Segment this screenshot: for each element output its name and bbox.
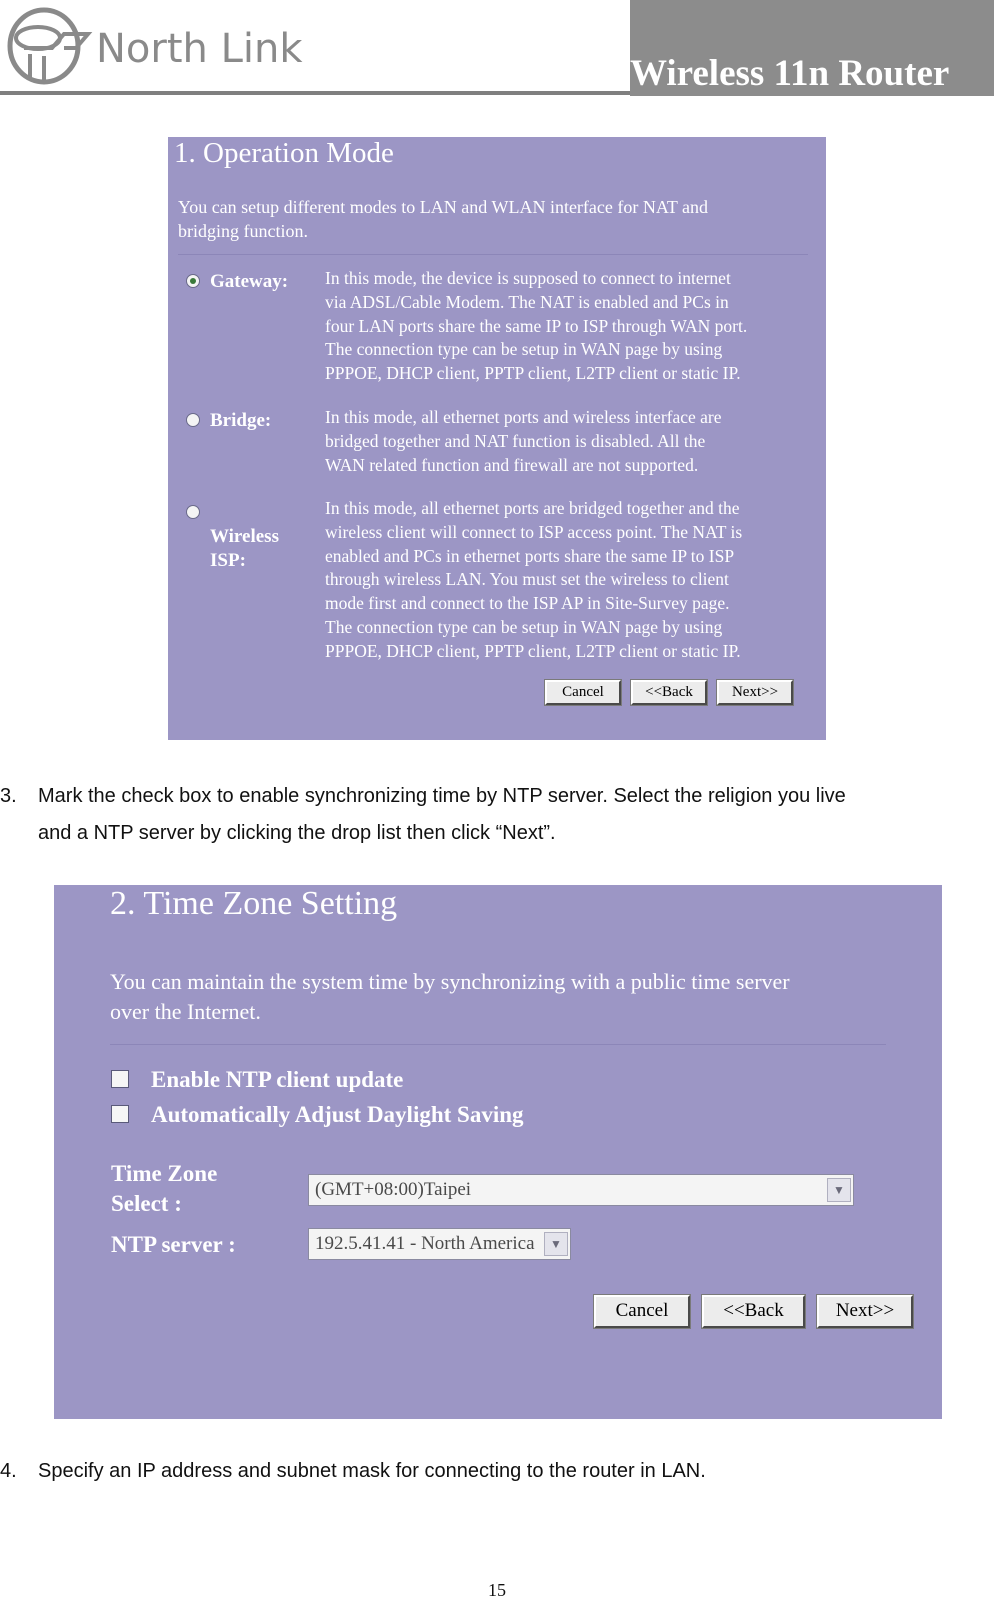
section-divider xyxy=(110,1044,886,1045)
cancel-button[interactable]: Cancel xyxy=(545,680,621,705)
wireless-isp-label xyxy=(210,501,279,597)
enable-ntp-label: Enable NTP client update xyxy=(151,1067,404,1092)
step-4-number: 4. xyxy=(0,1460,17,1482)
header-rule xyxy=(0,91,630,95)
chevron-down-icon[interactable]: ▼ xyxy=(544,1232,568,1256)
daylight-saving-label: Automatically Adjust Daylight Saving xyxy=(151,1102,524,1127)
operation-mode-description: You can setup different modes to LAN and WLAN interface for NAT and bridging function. xyxy=(178,197,709,241)
step-3-number: 3. xyxy=(0,785,17,807)
chevron-down-icon[interactable]: ▼ xyxy=(827,1178,851,1202)
document-title: Wireless 11n Router xyxy=(630,53,950,94)
page-header xyxy=(0,0,994,96)
bridge-label: Bridge: xyxy=(210,410,272,431)
enable-ntp-checkbox[interactable] xyxy=(111,1070,129,1088)
bridge-radio[interactable] xyxy=(186,413,200,427)
cancel-button[interactable]: Cancel xyxy=(594,1295,690,1328)
ntp-server-label: NTP server : xyxy=(111,1232,236,1257)
page-number: 15 xyxy=(488,1580,506,1600)
section-divider xyxy=(178,254,808,255)
gateway-description: In this mode, the device is supposed to connect to internet via ADSL/Cable Modem. The NAT is enabled and PCs in four LAN ports share the same IP to ISP through WAN port. The connection type can be setup in WAN page by using PPPOE, DHCP client, PPTP client, L2TP client or static IP. xyxy=(325,268,748,384)
wireless-isp-label-text: Wireless ISP: xyxy=(210,526,279,571)
time-zone-select-value: (GMT+08:00)Taipei xyxy=(315,1179,472,1200)
step-4-text: Specify an IP address and subnet mask for connecting to the router in LAN. xyxy=(38,1460,706,1482)
ntp-server-select-value: 192.5.41.41 - North America xyxy=(315,1233,535,1254)
operation-mode-title: 1. Operation Mode xyxy=(174,137,394,169)
step-4 xyxy=(0,1453,994,1493)
back-button[interactable]: <<Back xyxy=(631,680,707,705)
next-button[interactable]: Next>> xyxy=(817,1295,913,1328)
time-zone-title: 2. Time Zone Setting xyxy=(110,885,398,922)
operation-mode-panel xyxy=(168,137,826,740)
step-3-text: Mark the check box to enable synchronizing time by NTP server. Select the religion you live and a NTP server by clicking the drop list then click “Next”. xyxy=(38,785,846,844)
bridge-description: In this mode, all ethernet ports and wireless interface are bridged together and NAT function is disabled. All the WAN related function and firewall are not supported. xyxy=(325,407,722,475)
wireless-isp-description: In this mode, all ethernet ports are bridged together and the wireless client will connect to ISP access point. The NAT is enabled and PCs in ethernet ports share the same IP to ISP through wireless LAN. You must set the wireless to client mode first and connect to the ISP AP in Site-Survey page. The connection type can be setup in WAN page by using PPPOE, DHCP client, PPTP client, L2TP client or static IP. xyxy=(325,498,743,661)
step-3 xyxy=(0,778,994,858)
time-zone-select-label: Time Zone Select : xyxy=(111,1161,218,1216)
gateway-label: Gateway: xyxy=(210,271,289,292)
next-button[interactable]: Next>> xyxy=(717,680,793,705)
back-button[interactable]: <<Back xyxy=(702,1295,805,1328)
time-zone-description: You can maintain the system time by synchronizing with a public time server over the Internet. xyxy=(110,969,790,1024)
gateway-radio[interactable] xyxy=(186,274,200,288)
ntp-server-select[interactable] xyxy=(308,1228,571,1260)
time-zone-select[interactable] xyxy=(308,1174,854,1206)
time-zone-panel xyxy=(54,885,942,1419)
svg-text:North Link: North Link xyxy=(96,26,303,72)
daylight-saving-checkbox[interactable] xyxy=(111,1105,129,1123)
north-link-logo xyxy=(4,4,304,88)
wireless-isp-radio[interactable] xyxy=(186,505,200,519)
